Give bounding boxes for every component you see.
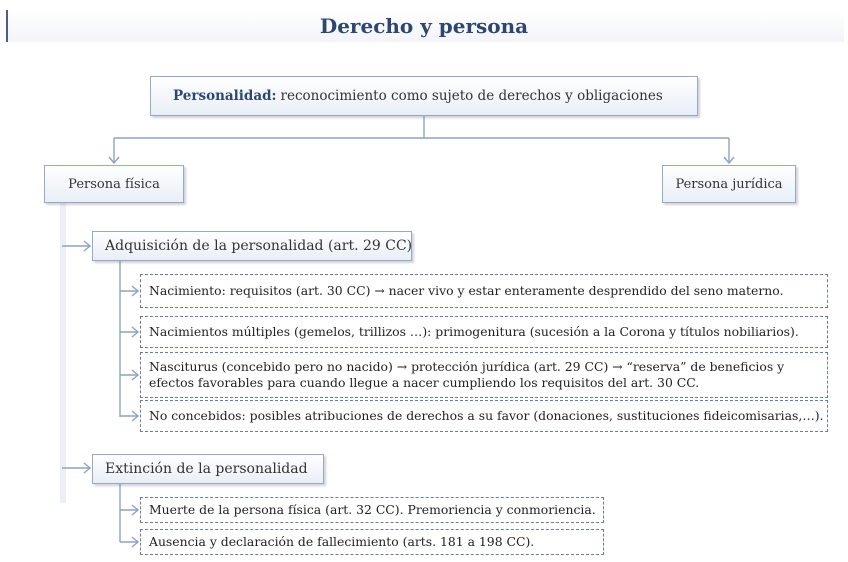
section-extincion: Extinción de la personalidad — [92, 454, 324, 484]
root-term: Personalidad: — [173, 88, 277, 104]
item-text: Muerte de la persona física (art. 32 CC). Premoriencia y conmoriencia. — [149, 502, 596, 517]
extincion-item-ausencia — [140, 529, 604, 555]
adquisicion-item-no-concebidos — [140, 400, 828, 432]
section-adquisicion: Adquisición de la personalidad (art. 29 CC) — [92, 231, 412, 261]
page-title: Derecho y persona — [319, 14, 529, 38]
adquisicion-item-nacimiento — [140, 274, 828, 308]
item-text: Nacimientos múltiples (gemelos, trillizos …): primogenitura (sucesión a la Corona y títulos nobiliarios). — [149, 324, 799, 339]
node-persona-juridica: Persona jurídica — [662, 165, 796, 203]
extincion-item-muerte — [140, 497, 604, 523]
root-node-personalidad — [150, 76, 698, 116]
node-persona-fisica: Persona física — [44, 165, 184, 203]
adquisicion-item-multiples — [140, 316, 828, 348]
item-text: Nasciturus (concebido pero no nacido) → protección jurídica (art. 29 CC) → “reserva” de beneficios y efectos favorables para cuando llegue a nacer cumpliendo los requisitos del art. 30 CC. — [149, 359, 785, 390]
item-text: Ausencia y declaración de fallecimiento (arts. 181 a 198 CC). — [149, 534, 535, 549]
root-text: reconocimiento como sujeto de derechos y obligaciones — [280, 88, 663, 104]
item-text: Nacimiento: requisitos (art. 30 CC) → nacer vivo y estar enteramente desprendido del seno materno. — [149, 283, 784, 298]
adquisicion-item-nasciturus — [140, 352, 828, 398]
item-text: No concebidos: posibles atribuciones de derechos a su favor (donaciones, sustituciones fideicomisarias,…). — [149, 408, 824, 423]
